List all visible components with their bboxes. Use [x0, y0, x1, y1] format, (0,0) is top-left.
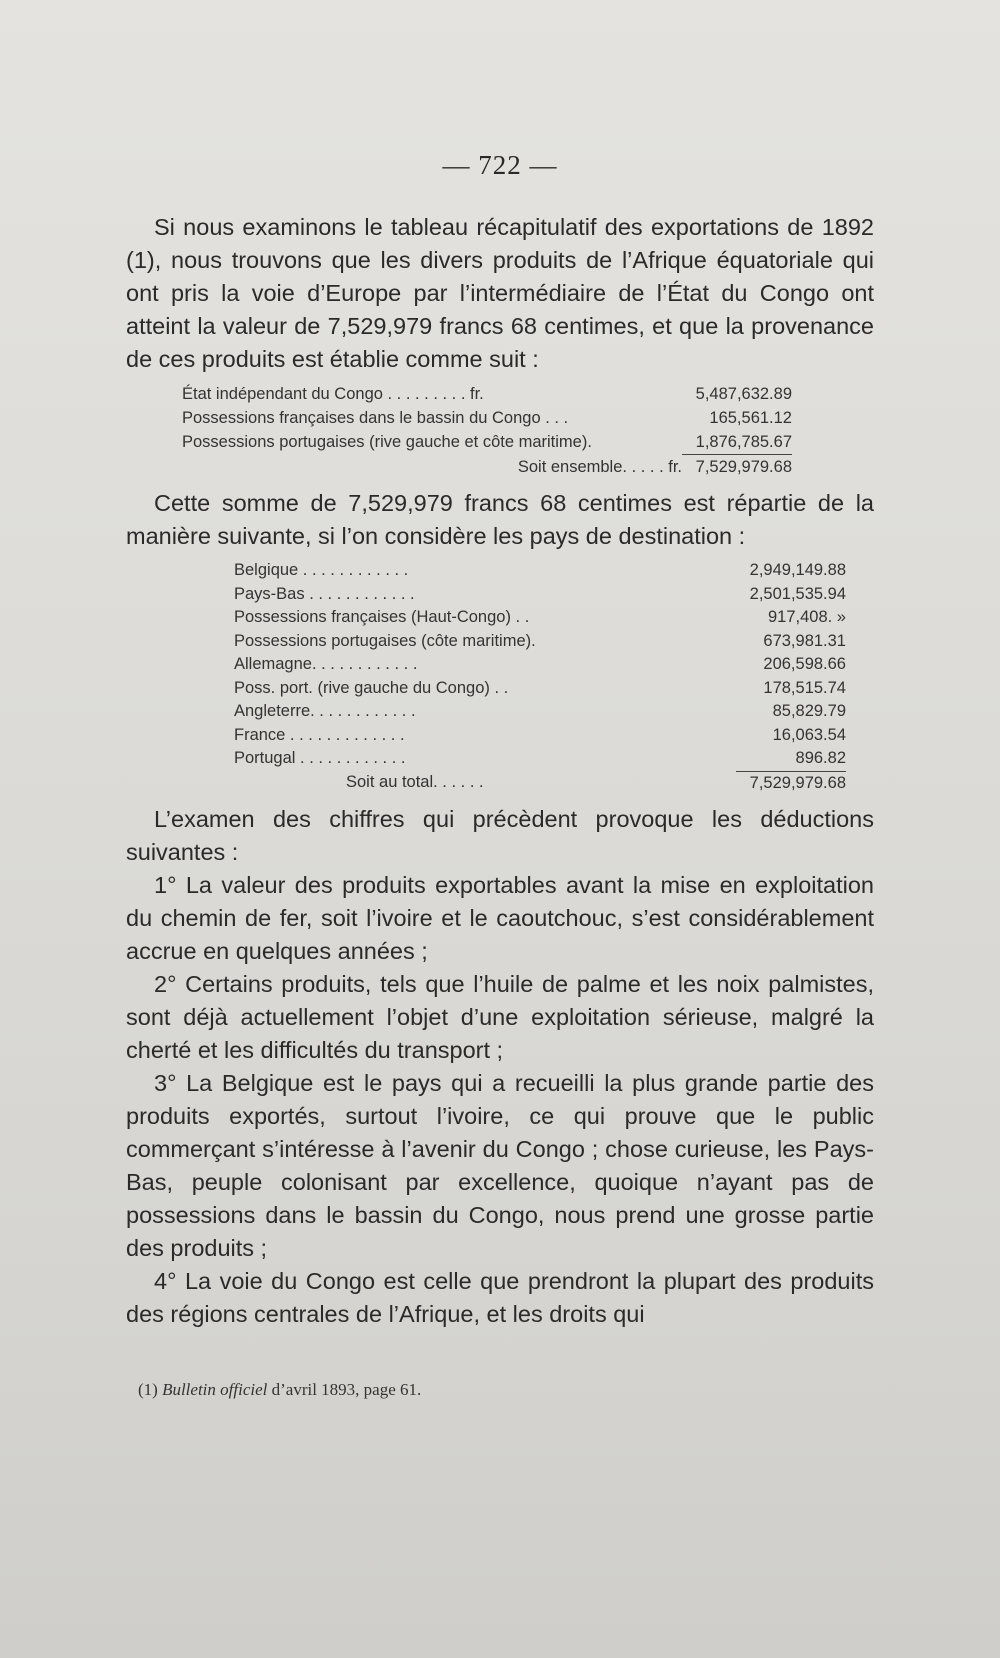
footnote-marker: (1): [138, 1380, 158, 1399]
table-row: [234, 677, 846, 701]
page-number: — 722 —: [442, 150, 558, 180]
row-value: 178,515.74: [763, 678, 846, 697]
table-row: [234, 559, 846, 583]
paragraph-distribution: Cette somme de 7,529,979 francs 68 centimes est répartie de la manière suivante, si l’on considère les pays de destination :: [126, 490, 874, 549]
row-value: 85,829.79: [772, 702, 846, 720]
row-label: État indépendant du Congo . . . . . . . . . fr.: [182, 385, 484, 403]
row-label: Pays-Bas . . . . . . . . . . . .: [234, 584, 415, 603]
point-4: 4° La voie du Congo est celle que prendront la plupart des produits des régions centrales de l’Afrique, et les droits qui: [126, 1268, 874, 1327]
origin-table: [182, 382, 792, 479]
total-value: 7,529,979.68: [749, 773, 846, 792]
row-label: Allemagne. . . . . . . . . . . .: [234, 655, 418, 673]
point-2: 2° Certains produits, tels que l’huile de palme et les noix palmistes, sont déjà actuellement l’objet d’une exploitation sérieuse, malgré la cherté et les difficultés du transport ;: [126, 971, 874, 1063]
footnote: [138, 1380, 421, 1400]
table-row: [234, 583, 846, 607]
table-row: [234, 606, 846, 630]
footnote-text: d’avril 1893, page 61.: [271, 1380, 422, 1399]
table-row: [182, 382, 792, 406]
row-label: Possessions françaises dans le bassin du Congo . . .: [182, 409, 569, 427]
table-row: [182, 430, 792, 455]
row-value: 16,063.54: [772, 725, 846, 744]
table-row: [234, 630, 846, 654]
row-value: 673,981.31: [763, 631, 846, 650]
table-row: [182, 406, 792, 430]
row-value: 206,598.66: [763, 655, 846, 673]
row-label: Poss. port. (rive gauche du Congo) . .: [234, 678, 509, 697]
table-row: [234, 700, 846, 724]
point-3: 3° La Belgique est le pays qui a recueilli la plus grande partie des produits exportés, surtout l’ivoire, ce qui prouve que le public commerçant s’intéresse à l’avenir du Congo ; chose curieuse, les Pays-Bas, peuple colonisant par excellence, quoique n’ayant pas de possessions dans le bassin du Congo, nous prend une grosse partie des produits ;: [126, 1070, 874, 1261]
total-value: 7,529,979.68: [695, 458, 792, 476]
row-value: 5,487,632.89: [695, 385, 792, 403]
footnote-title: Bulletin officiel: [162, 1380, 268, 1399]
row-label: Angleterre. . . . . . . . . . . .: [234, 702, 416, 720]
destination-table: [234, 559, 846, 795]
table-total-row: [182, 455, 792, 480]
row-value: 165,561.12: [709, 409, 792, 427]
row-label: Possessions françaises (Haut-Congo) . .: [234, 608, 530, 626]
row-label: Possessions portugaises (côte maritime).: [234, 631, 536, 650]
page-body: [126, 150, 874, 1331]
table-row: [234, 747, 846, 771]
row-value: 2,501,535.94: [749, 584, 846, 603]
row-value: 2,949,149.88: [749, 561, 846, 579]
row-value: 917,408. »: [768, 608, 846, 626]
row-value: 896.82: [736, 747, 846, 771]
table-row: [234, 653, 846, 677]
paragraph-deductions: L’examen des chiffres qui précèdent provoque les déductions suivantes :: [126, 806, 874, 865]
paragraph-intro: Si nous examinons le tableau récapitulatif des exportations de 1892 (1), nous trouvons que les divers produits de l’Afrique équatoriale qui ont pris la voie d’Europe par l’intermédiaire de l’État du Congo ont atteint la valeur de 7,529,979 francs 68 centimes, et que la provenance de ces produits est établie comme suit :: [126, 214, 874, 372]
row-label: Belgique . . . . . . . . . . . .: [234, 561, 409, 579]
total-label: Soit au total. . . . . .: [346, 773, 484, 792]
table-row: [234, 724, 846, 748]
table-total-row: [234, 771, 846, 795]
row-value: 1,876,785.67: [682, 430, 792, 455]
point-1: 1° La valeur des produits exportables avant la mise en exploitation du chemin de fer, soit l’ivoire et le caoutchouc, s’est considérablement accrue en quelques années ;: [126, 872, 874, 964]
total-label: Soit ensemble. . . . . fr.: [517, 457, 682, 476]
row-label: Portugal . . . . . . . . . . . .: [234, 749, 406, 768]
row-label: France . . . . . . . . . . . . .: [234, 725, 405, 744]
row-label: Possessions portugaises (rive gauche et côte maritime).: [182, 433, 592, 452]
